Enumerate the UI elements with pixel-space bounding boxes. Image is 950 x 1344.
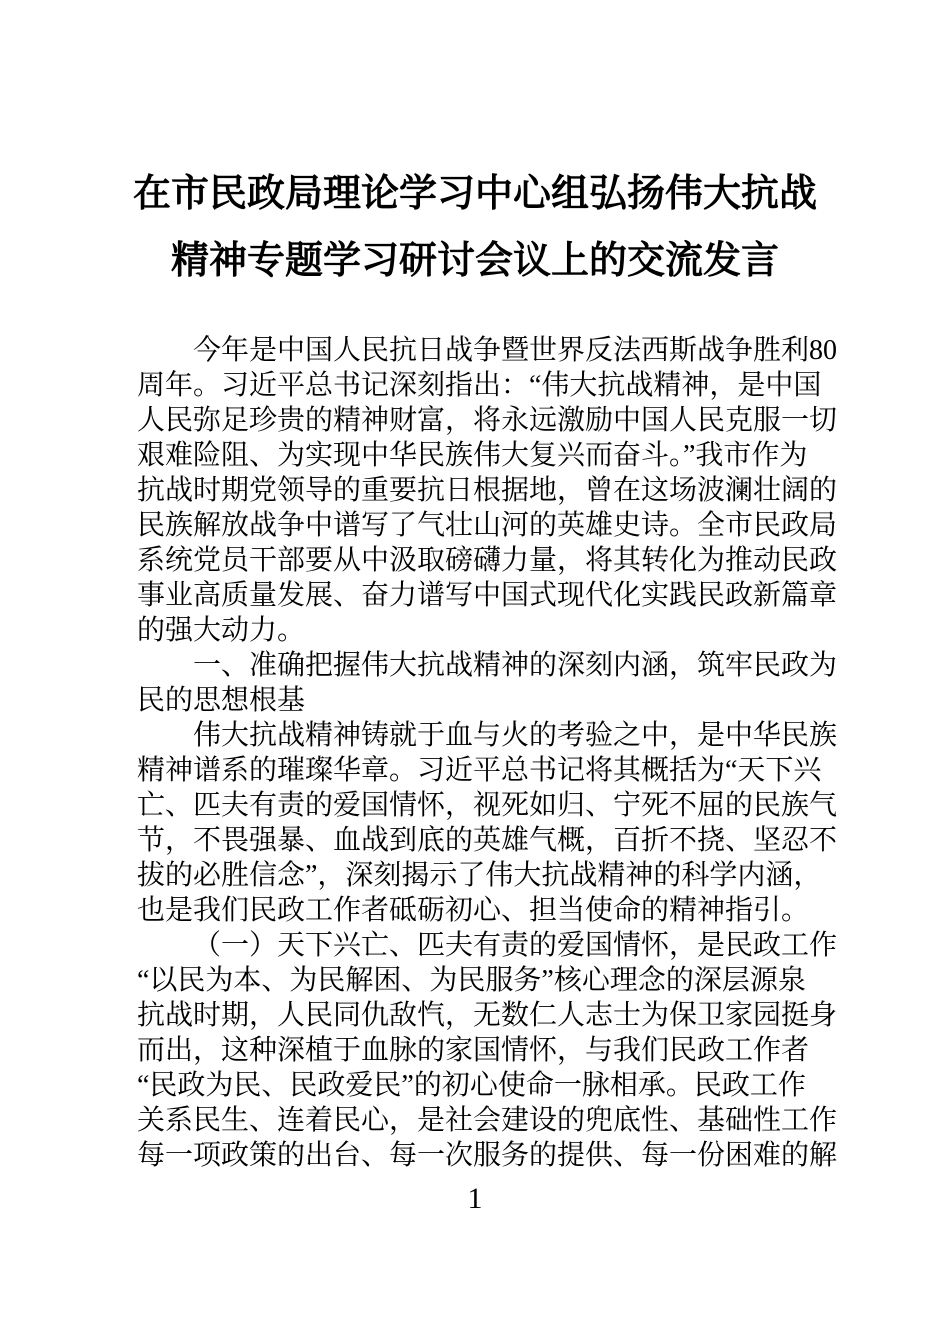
section-1-heading-line: 民的思想根基 <box>137 685 306 716</box>
document-title-line-1: 在市民政局理论学习中心组弘扬伟大抗战 <box>132 173 817 215</box>
subsection-1-1-paragraph-line: “民政为民、民政爱民”的初心使命一脉相承。民政工作 <box>137 1070 806 1101</box>
subsection-1-1-heading-line: “以民为本、为民解困、为民服务”核心理念的深层源泉 <box>137 965 806 996</box>
opening-paragraph-line: 人民弥足珍贵的精神财富，将永远激励中国人民克服一切 <box>137 405 838 436</box>
section-1-paragraph-line: 亡、匹夫有责的爱国情怀，视死如归、宁死不屈的民族气 <box>137 790 838 821</box>
document-title <box>0 161 950 295</box>
subsection-1-1-paragraph-line: 而出，这种深植于血脉的家国情怀，与我们民政工作者 <box>137 1035 810 1066</box>
section-1-paragraph-line: 伟大抗战精神铸就于血与火的考验之中，是中华民族 <box>193 720 838 751</box>
opening-paragraph-line: 艰难险阻、为实现中华民族伟大复兴而奋斗。”我市作为 <box>137 440 808 471</box>
section-1-paragraph-line: 精神谱系的璀璨华章。习近平总书记将其概括为“天下兴 <box>137 755 822 786</box>
subsection-1-1-paragraph-line: 抗战时期，人民同仇敌忾，无数仁人志士为保卫家园挺身 <box>137 1000 838 1031</box>
section-1-paragraph-line: 也是我们民政工作者砥砺初心、担当使命的精神指引。 <box>137 895 810 926</box>
document-title-line-2: 精神专题学习研讨会议上的交流发言 <box>170 240 779 282</box>
subsection-1-1-paragraph-line: 每一项政策的出台、每一次服务的提供、每一份困难的解 <box>137 1140 838 1171</box>
section-1-heading-line: 一、准确把握伟大抗战精神的深刻内涵，筑牢民政为 <box>193 650 838 681</box>
section-1-paragraph-line: 拔的必胜信念”，深刻揭示了伟大抗战精神的科学内涵， <box>137 860 822 891</box>
opening-paragraph-line: 的强大动力。 <box>137 615 306 646</box>
opening-paragraph-line: 民族解放战争中谱写了气壮山河的英雄史诗。全市民政局 <box>137 510 838 541</box>
opening-paragraph-line: 系统党员干部要从中汲取磅礴力量，将其转化为推动民政 <box>137 545 838 576</box>
opening-paragraph-line: 周年。习近平总书记深刻指出：“伟大抗战精神，是中国 <box>137 370 822 401</box>
page-footer <box>0 1181 950 1216</box>
section-1-paragraph-line: 节，不畏强暴、血战到底的英雄气概，百折不挠、坚忍不 <box>137 825 838 856</box>
document-body <box>137 333 882 1173</box>
subsection-1-1-heading-line: （一）天下兴亡、匹夫有责的爱国情怀，是民政工作 <box>193 930 838 961</box>
opening-paragraph-line: 抗战时期党领导的重要抗日根据地，曾在这场波澜壮阔的 <box>137 475 838 506</box>
opening-paragraph-line: 今年是中国人民抗日战争暨世界反法西斯战争胜利80 <box>193 335 838 366</box>
page-number: 1 <box>467 1182 483 1215</box>
opening-paragraph-line: 事业高质量发展、奋力谱写中国式现代化实践民政新篇章 <box>137 580 838 611</box>
subsection-1-1-paragraph-line: 关系民生、连着民心，是社会建设的兜底性、基础性工作 <box>137 1105 838 1136</box>
